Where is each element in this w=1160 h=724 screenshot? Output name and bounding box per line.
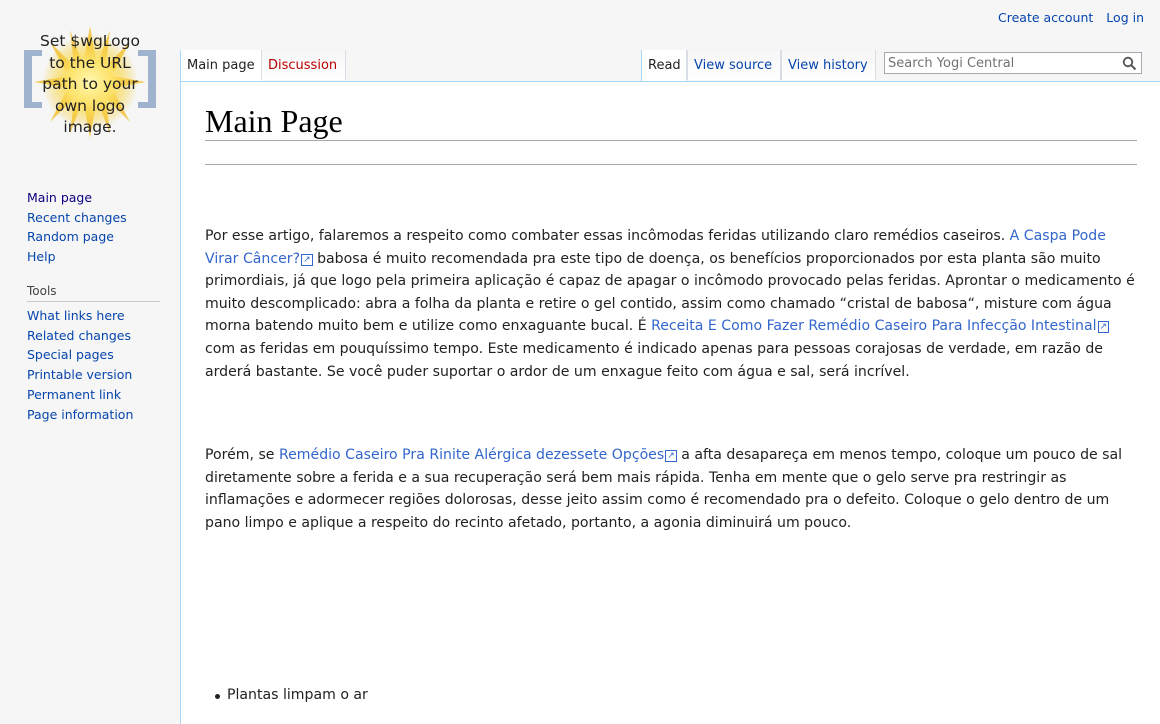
content-area <box>180 81 1160 724</box>
paragraph-text: com as feridas em pouquíssimo tempo. Este medicamento é indicado apenas para pessoas corajosas de verdade, em razão de arderá bastante. Se você puder suportar o ardor de um enxague feito com água e sal, será incrível. <box>205 340 1103 380</box>
paragraph-text: a afta desapareça em menos tempo, coloque um pouco de sal diretamente sobre a ferida e a sua recuperação será bem mais rápida. Tenha em mente que o gelo serve pra restringir as inflamações e adormecer regiões dolorosas, desse jeito assim como é recomendado pra o defeito. Coloque o gelo dentro de um pano limpo e aplique a respeito do recinto afetado, portanto, a agonia diminuirá um pouco. <box>205 447 1123 531</box>
tools-heading[interactable]: Tools <box>27 284 57 298</box>
create-account-link[interactable]: Create account <box>998 10 1094 25</box>
sidebar-navigation <box>27 188 127 267</box>
tab-discussion[interactable]: Discussion <box>261 50 346 80</box>
sidebar-item-random-page[interactable]: Random page <box>27 229 114 245</box>
paragraph-text: babosa é muito recomendada pra este tipo de doença, os benefícios proporcionados por esta planta são muito primordiais, já que logo pela primeira aplicação é capaz de apagar o incômodo provocado pelas feridas. Aprontar o medicamento é muito descomplicado: abra a folha da planta e retire o gel contido, assim como chamado “cristal de babosa“, misture com água morna batendo muito bem e utilize como enxaguante bucal. É <box>205 250 1135 335</box>
sidebar-item-main-page[interactable]: Main page <box>27 190 93 205</box>
tab-read[interactable]: Read <box>641 50 687 82</box>
sidebar-item-what-links-here[interactable]: What links here <box>27 308 125 323</box>
external-link[interactable]: Remédio Caseiro Pra Rinite Alérgica dezessete Opções ↗ <box>279 447 677 463</box>
list-item: Plantas limpam o ar <box>205 684 368 706</box>
page-title: Main Page <box>205 102 1137 141</box>
tab-view-source[interactable]: View source <box>687 50 781 80</box>
sidebar-item-recent-changes[interactable]: Recent changes <box>27 209 127 225</box>
sidebar-tools <box>27 306 133 424</box>
external-link[interactable]: A Caspa Pode Virar Câncer? ↗ <box>205 228 1106 267</box>
external-link[interactable]: Receita E Como Fazer Remédio Caseiro Para Infecção Intestinal ↗ <box>651 318 1109 334</box>
tab-view-history[interactable]: View history <box>781 50 876 80</box>
search-input[interactable] <box>888 54 1113 72</box>
heading-divider <box>205 164 1137 165</box>
sidebar-item-permanent-link[interactable]: Permanent link <box>27 386 122 402</box>
bullet-list <box>205 684 368 706</box>
log-in-link[interactable]: Log in <box>1106 10 1144 25</box>
paragraph-text: Por esse artigo, falaremos a respeito como combater essas incômodas feridas utilizando claro remédios caseiros. <box>205 228 1010 244</box>
paragraph <box>205 444 1140 534</box>
site-logo[interactable] <box>12 20 168 148</box>
search-box <box>884 52 1142 74</box>
paragraph <box>205 225 1140 383</box>
sidebar-item-printable-version[interactable]: Printable version <box>27 367 133 383</box>
tools-divider <box>27 301 160 302</box>
paragraph-text: Porém, se <box>205 447 279 463</box>
sidebar-item-special-pages[interactable]: Special pages <box>27 347 114 363</box>
sidebar-item-related-changes[interactable]: Related changes <box>27 327 131 343</box>
personal-tools <box>989 10 1144 25</box>
tab-main-page[interactable]: Main page <box>180 50 262 82</box>
search-icon[interactable] <box>1122 56 1137 71</box>
sidebar-item-page-information[interactable]: Page information <box>27 406 134 422</box>
sidebar-item-help[interactable]: Help <box>27 249 56 265</box>
logo-caption: Set $wgLogo to the URL path to your own logo image. <box>40 32 140 136</box>
